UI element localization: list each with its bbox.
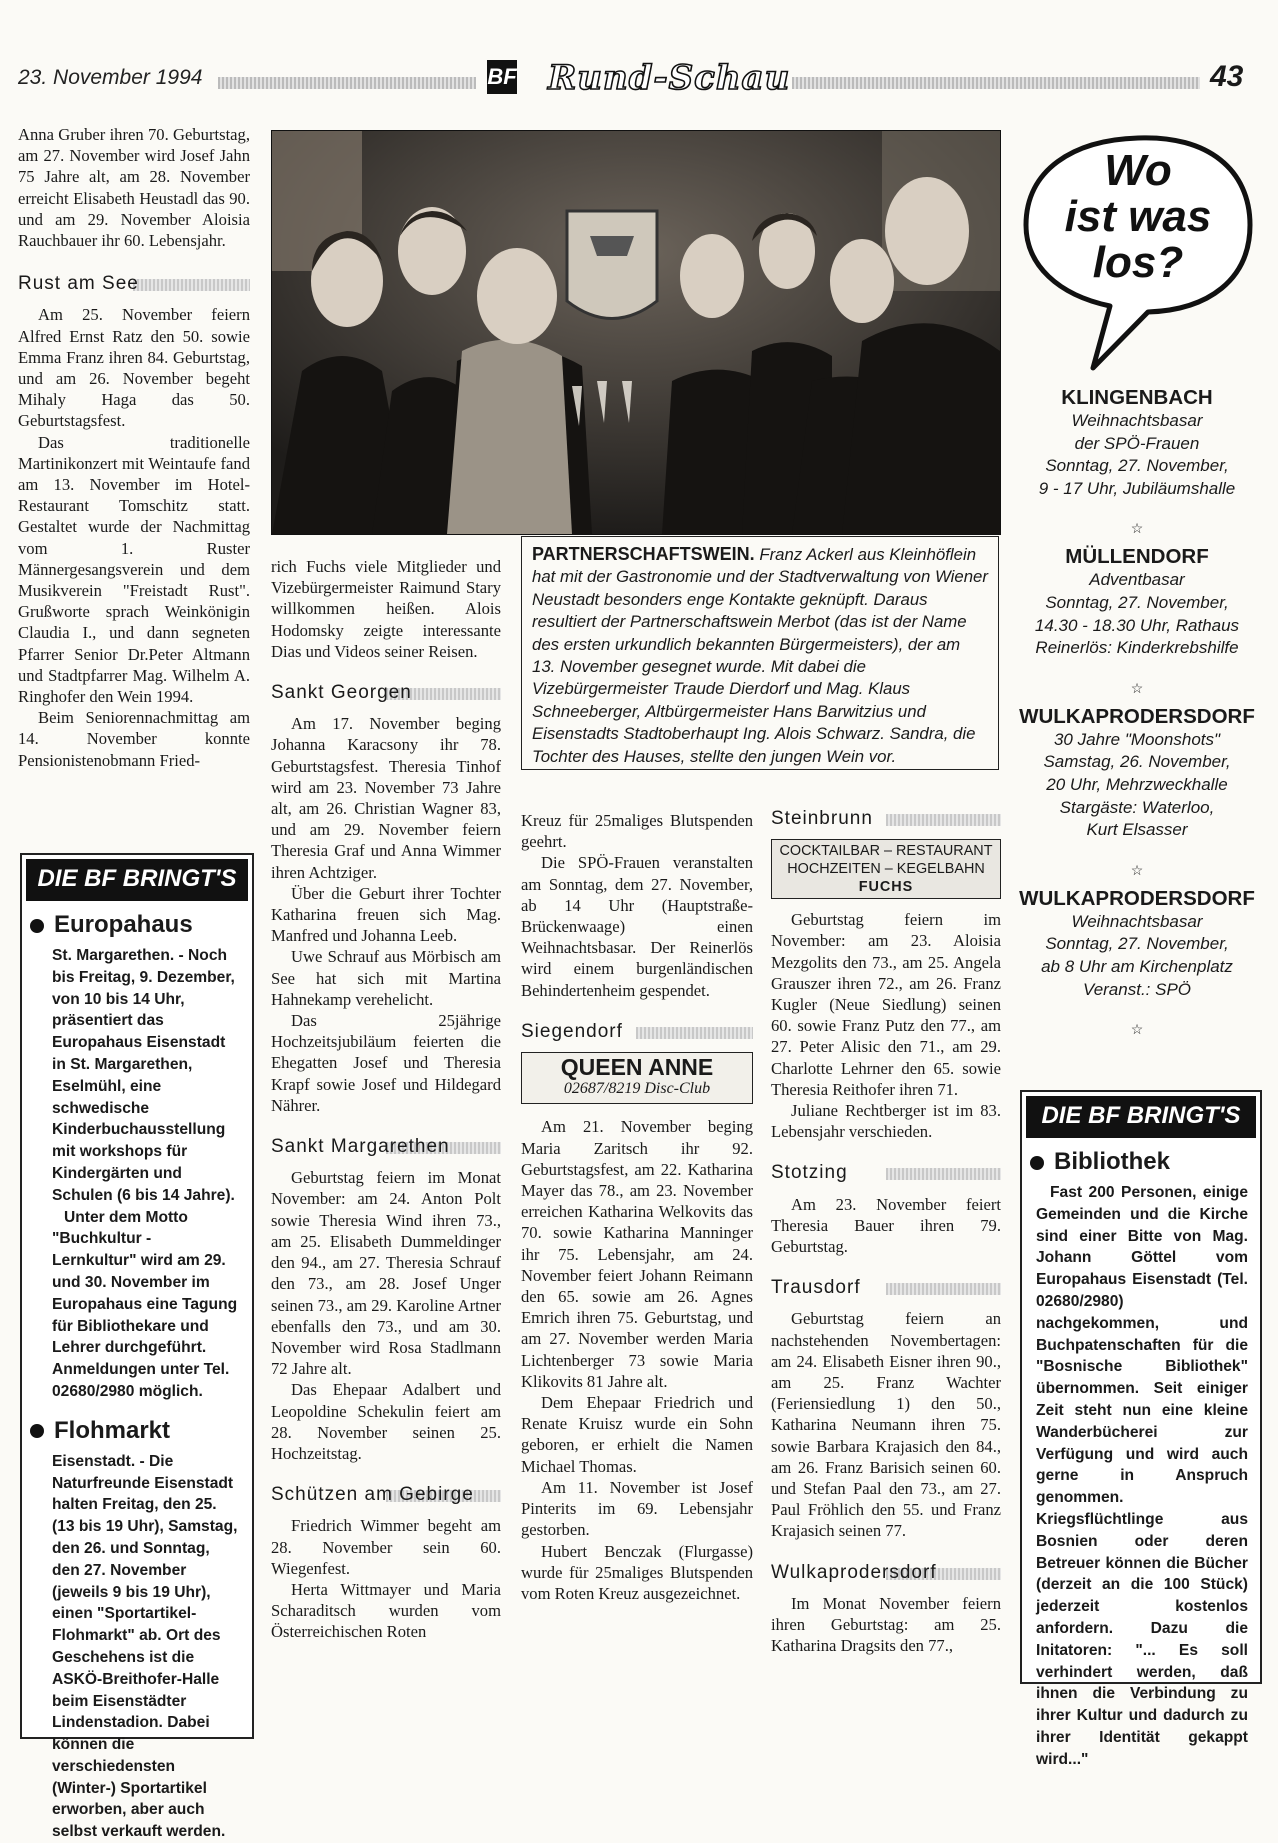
paragraph: Im Monat November feiern ihren Geburtstag: am 25. Katharina Dragsits den 77.,	[771, 1593, 1001, 1656]
paragraph: Geburtstag feiern im Monat November: am 24. Anton Polt sowie Theresia Wind ihren 73., am 25. Elisabeth Dummeldinger den 94., am 27. Theresia Schrauf den 73., am 28. Josef Unger seinen 73., am 29. Karoline Artner ebenfalls den 73., und am 30. November wird Rosa Stadlmann 72 Jahre alt.	[271, 1168, 501, 1379]
item-text	[22, 1451, 252, 1843]
ad-line: COCKTAILBAR – RESTAURANT	[779, 843, 993, 860]
star-icon: ☆	[1130, 861, 1144, 878]
item-text	[1022, 1182, 1260, 1771]
event-line: Samstag, 26. November,	[1043, 752, 1231, 772]
event-town: KLINGENBACH	[1061, 386, 1213, 409]
paragraph: Dem Ehepaar Friedrich und Renate Kruisz wurde ein Sohn geboren, er erhielt die Namen Michael Thomas.	[521, 1393, 753, 1476]
paragraph: Herta Wittmayer und Maria Scharaditsch wurden vom Österreichischen Roten	[271, 1579, 501, 1642]
event-klingenbach	[1012, 386, 1262, 500]
paragraph: Uwe Schrauf aus Mörbisch am See hat sich mit Martina Hahnekamp verehelicht.	[271, 947, 501, 1009]
paragraph: Am 11. November ist Josef Pinterits im 69. Lebensjahr gestorben.	[521, 1477, 753, 1540]
heading-sankt-georgen: Sankt Georgen	[271, 680, 501, 705]
heading-siegendorf: Siegendorf	[521, 1019, 753, 1044]
event-muellendorf	[1012, 545, 1262, 659]
paragraph: Fast 200 Personen, einige Gemeinden und die Kirche sind einer Bitte von Mag. Johann Göttel vom Europahaus Eisenstadt (Tel. 02680/2980) nachgekommen, und Buchpatenschaften für die "Bosnische Bibliothek" übernommen. Seit einiger Zeit steht nun eine kleine Wanderbücherei zur Verfügung und wird auch gerne in Anspruch genommen. Kriegsflüchtlinge aus Bosnien oder deren Betreuer können die Bücher (derzeit an die 100 Stück) jederzeit kostenlos anfordern. Dazu die Initatoren: "... Es soll verhindert werden, daß ihnen die Verbindung zu ihrer Kultur und dadurch zu ihrer Identität gekappt wird..."	[1036, 1184, 1248, 1768]
bubble-line: ist was	[1064, 192, 1212, 241]
item-flohmarkt: Flohmarkt	[30, 1417, 252, 1445]
wo-ist-was-los-bubble	[1018, 130, 1258, 380]
column-1	[18, 124, 250, 771]
bf-logo: BF	[487, 60, 517, 94]
heading-steinbrunn: Steinbrunn	[771, 806, 1001, 831]
star-icon: ☆	[1130, 1021, 1144, 1038]
event-wulkaprodersdorf-2	[1012, 887, 1262, 1001]
event-line: ab 8 Uhr am Kirchenplatz	[1041, 956, 1233, 976]
paragraph: Kreuz für 25maliges Blutspenden geehrt.	[521, 811, 753, 852]
paragraph: Die SPÖ-Frauen veranstalten am Sonntag, dem 27. November, ab 14 Uhr (Hauptstraße-Brückenwaage) einen Weihnachtsbasar. Der Reinerlös wird einem burgenländischen Behindertenheim gespendet.	[521, 853, 753, 1000]
event-town: WULKAPRODERSDORF	[1019, 704, 1255, 728]
header-rule-left	[218, 77, 476, 89]
column-3	[521, 810, 753, 1604]
caption-title: PARTNERSCHAFTSWEIN.	[532, 544, 755, 564]
event-line: Adventbasar	[1089, 570, 1185, 590]
paragraph: Das 25jährige Hochzeitsjubiläum feierten die Ehegatten Josef und Theresia Krapf sowie Josef und Hildegard Nährer.	[271, 1011, 501, 1115]
event-line: Weihnachtsbasar	[1071, 911, 1203, 931]
event-line: Sonntag, 27. November,	[1045, 456, 1229, 476]
paragraph: Über die Geburt ihrer Tochter Katharina freuen sich Mag. Manfred und Johanna Leeb.	[271, 883, 501, 946]
header-rule-right	[792, 77, 1200, 89]
event-line: 14.30 - 18.30 Uhr, Rathaus	[1034, 615, 1240, 635]
paragraph: Geburtstag feiern im November: am 23. Aloisia Mezgolits den 73., am 25. Angela Grauszer ihren 72., am 26. Franz Kugler (Neue Siedlung) seinen 60. sowie Franz Putz den 77., am 27. Peter Alisic den 71., am 29. Charlotte Lehrner den 65. sowie Theresia Reithofer ihren 71.	[771, 910, 1001, 1099]
paragraph: Geburtstag feiern an nachstehenden Novembertagen: am 24. Elisabeth Eisner ihren 90., am 25. Franz Wachter (Feriensiedlung 1) den 50., Katharina Neumann ihren 75. sowie Barbara Krajasich den 84., am 26. Franz Barisich seinen 60. und Stefan Paal den 73., am 27. Paul Fröhlich den 55. und Franz Krajasich seinen 77.	[771, 1309, 1001, 1541]
paragraph: Am 21. November beging Maria Zaritsch ihr 92. Geburtstagsfest, am 22. Katharina Mayer das 78., am 23. November erreichen Katharina Welkovits das 70. sowie Katharina Manninger ihr 75. Lebensjahr, am 24. November feiert Johann Reimann den 65. sowie am 26. Agnes Emrich ihren 75. Geburtstag, und am 27. November werden Maria Lichtenberger 73 sowie Maria Klikovits 81 Jahre alt.	[521, 1117, 753, 1391]
event-line: Sonntag, 27. November,	[1045, 934, 1229, 954]
ad-subtitle: 02687/8219 Disc-Club	[563, 1080, 711, 1098]
event-line: Stargäste: Waterloo,	[1059, 797, 1215, 817]
photo-illustration	[272, 131, 1000, 534]
event-line: 30 Jahre "Moonshots"	[1053, 729, 1221, 749]
paragraph: Anna Gruber ihren 70. Geburtstag, am 27. November wird Josef Jahn 75 Jahre alt, am 28. November erreicht Elisabeth Heustadl das 90. und am 29. November Aloisia Rauchbauer ihr 60. Lebensjahr.	[18, 125, 250, 251]
bf-bringts-box-left	[20, 853, 254, 1841]
event-line: Veranst.: SPÖ	[1082, 979, 1192, 999]
star-icon: ☆	[1130, 679, 1144, 696]
item-bibliothek: Bibliothek	[1030, 1148, 1260, 1176]
heading-stotzing: Stotzing	[771, 1160, 1001, 1185]
event-line: Sonntag, 27. November,	[1045, 592, 1229, 612]
paragraph: Am 23. November feiert Theresia Bauer ihren 79. Geburtstag.	[771, 1194, 1001, 1257]
paragraph: Beim Seniorennachmittag am 14. November konnte Pensionistenobmann Fried-	[18, 708, 250, 770]
page-number: 43	[1210, 60, 1244, 93]
bullet-icon	[30, 1424, 44, 1438]
box-heading: DIE BF BRINGT'S	[26, 859, 248, 901]
paragraph: Hubert Benczak (Flurgasse) wurde für 25maliges Blutspenden vom Roten Kreuz ausgezeichnet.	[521, 1541, 753, 1603]
ad-line: FUCHS	[858, 879, 914, 896]
paragraph: Eisenstadt. - Die Naturfreunde Eisenstadt halten Freitag, den 25. (13 bis 19 Uhr), Samstag, den 26. und Sonntag, den 27. November (jeweils 9 bis 19 Uhr), einen "Sportartikel-Flohmarkt" ab. Ort des Geschehens ist die ASKÖ-Breithofer-Halle beim Eisenstädter Lindenstadion. Dabei können die verschiedensten (Winter-) Sportartikel erworben, aber auch selbst verkauft werden.	[52, 1452, 238, 1841]
photo-caption	[521, 536, 999, 770]
heading-rust-am-see: Rust am See	[18, 271, 250, 296]
event-list	[1012, 386, 1262, 1046]
heading-schuetzen-am-gebirge: Schützen am Gebirge	[271, 1482, 501, 1507]
bullet-icon	[30, 919, 44, 933]
paragraph: Unter dem Motto "Buchkultur - Lernkultur" wird am 29. und 30. November im Europahaus eine Tagung für Bibliothekare und Lehrer durchgeführt. Anmeldungen unter Tel. 02680/2980 möglich.	[52, 1208, 238, 1400]
heading-trausdorf: Trausdorf	[771, 1275, 1001, 1300]
heading-sankt-margarethen: Sankt Margarethen	[271, 1134, 501, 1159]
issue-date: 23. November 1994	[18, 66, 203, 89]
event-wulkaprodersdorf-1	[1012, 705, 1262, 842]
item-europahaus: Europahaus	[30, 911, 252, 939]
partnership-wine-photo	[271, 130, 1001, 535]
event-town: MÜLLENDORF	[1065, 545, 1209, 569]
paragraph: Das Ehepaar Adalbert und Leopoldine Schekulin feiert am 28. November seinen 25. Hochzeitstag.	[271, 1380, 501, 1463]
paragraph: Friedrich Wimmer begeht am 28. November sein 60. Wiegenfest.	[271, 1516, 501, 1578]
ad-line: HOCHZEITEN – KEGELBAHN	[787, 861, 985, 878]
event-line: 20 Uhr, Mehrzweckhalle	[1046, 774, 1228, 794]
bubble-line: Wo	[1104, 146, 1172, 195]
event-line: Weihnachtsbasar	[1071, 411, 1203, 430]
event-line: Kurt Elsasser	[1086, 820, 1188, 840]
column-2	[271, 556, 501, 1643]
paragraph: Juliane Rechtberger ist im 83. Lebensjahr verschieden.	[771, 1101, 1001, 1142]
queen-anne-ad	[521, 1052, 753, 1104]
heading-wulkaprodersdorf: Wulkaprodersdorf	[771, 1560, 1001, 1585]
bubble-line: los?	[1092, 238, 1184, 287]
event-line: Reinerlös: Kinderkrebshilfe	[1035, 638, 1239, 658]
paragraph: Das traditionelle Martinikonzert mit Weintaufe fand am 13. November im Hotel-Restaurant Tomschitz statt. Gestaltet wurde der Nachmittag vom 1. Ruster Männergesangsverein und dem Musikverein "Freistadt Rust". Grußworte sprach Weinkönigin Claudia I., und dann segneten Pfarrer Senior Dr.Peter Altmann und Stadtpfarrer Mag. Wilhelm A. Ringhofer den Wein 1994.	[18, 432, 250, 707]
paragraph: rich Fuchs viele Mitglieder und Vizebürgermeister Raimund Stary willkommen heißen. Alois Hodomsky zeigte interessante Dias und Videos seiner Reisen.	[271, 557, 501, 661]
paragraph: Am 25. November feiern Alfred Ernst Ratz den 50. sowie Emma Franz ihren 84. Geburtstag, und am 26. November begeht Mihaly Haga das 50. Geburtstagsfest.	[18, 305, 250, 431]
bullet-icon	[1030, 1156, 1044, 1170]
paragraph: St. Margarethen. - Noch bis Freitag, 9. Dezember, von 10 bis 14 Uhr, präsentiert das Europahaus Eisenstadt in St. Margarethen, Eselmühl, eine schwedische Kinderbuchausstellung mit workshops für Kindergärten und Schulen (6 bis 14 Jahre).	[52, 947, 235, 1204]
bf-bringts-box-right	[1020, 1090, 1262, 1768]
event-line: 9 - 17 Uhr, Jubiläumshalle	[1038, 478, 1236, 498]
section-title: Rund-Schau	[548, 58, 791, 98]
column-4	[771, 790, 1001, 1657]
item-text	[22, 945, 252, 1403]
caption-text: Franz Ackerl aus Kleinhöflein hat mit der Gastronomie und der Stadtverwaltung von Wiener Neustadt besonders enge Kontakte geknüpft. Daraus resultiert der Partnerschaftswein Merbot (das ist der Name des ersten urkundlich bekannten Bürgermeisters), der am 13. November gesegnet wurde. Mit dabei die Vizebürgermeister Traude Dierdorf und Mag. Klaus Schneeberger, Altbürgermeister Hans Barwitzius und Eisenstadts Stadtoberhaupt Ing. Alois Schwarz. Sandra, die Tochter des Hauses, stellte den jungen Wein vor.	[532, 545, 988, 766]
event-line: der SPÖ-Frauen	[1074, 433, 1200, 453]
ad-title: QUEEN ANNE	[560, 1054, 714, 1081]
paragraph: Am 17. November beging Johanna Karacsony ihr 78. Geburtstagsfest. Theresia Tinhof wird am 23. November 73 Jahre alt, am 26. Christian Wagner 83, und am 29. November feiern Theresia Graf und Anna Wimmer ihren Achtziger.	[271, 714, 501, 882]
bubble-text	[1018, 148, 1258, 286]
event-town: WULKAPRODERSDORF	[1019, 886, 1255, 910]
fuchs-ad	[771, 839, 1001, 899]
star-icon: ☆	[1130, 520, 1144, 537]
box-heading: DIE BF BRINGT'S	[1026, 1096, 1256, 1138]
